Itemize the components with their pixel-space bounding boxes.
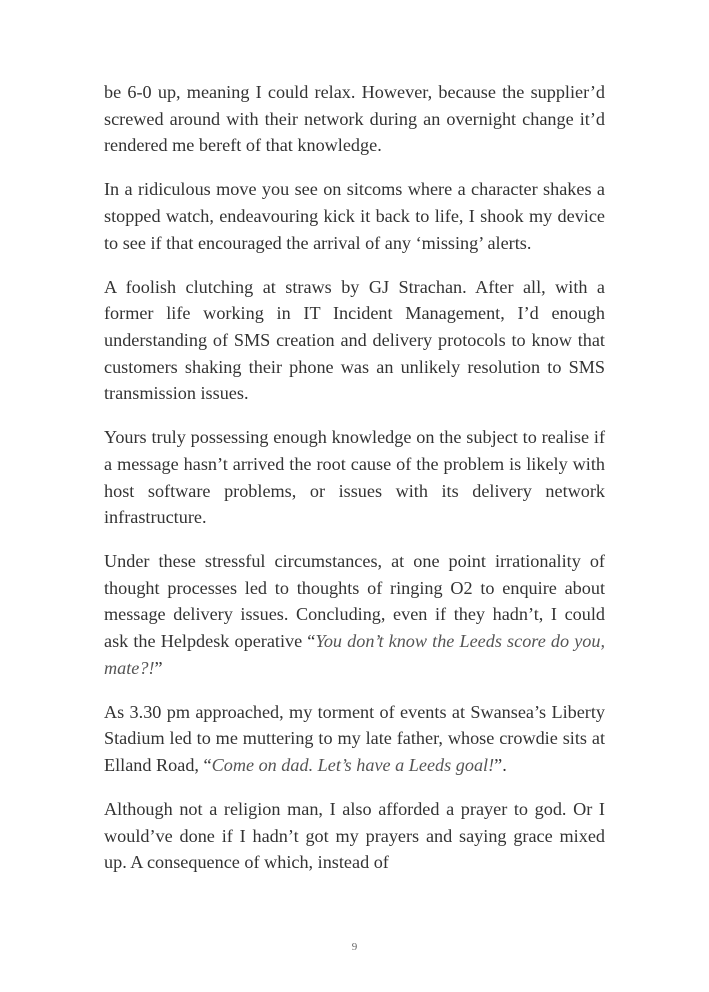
body-text xyxy=(104,79,605,894)
paragraph-5-closing: ” xyxy=(154,657,163,678)
paragraph-5-text: Under these stressful circumstances, at one point irrationality of thought processes led to thoughts of ringing O2 to enquire about message delivery issues. Concluding, even if they hadn’t, I could ask the Helpdesk operative “ xyxy=(104,551,605,652)
paragraph-6-italic-quote: Come on dad. Let’s have a Leeds goal! xyxy=(211,755,495,776)
paragraph-2 xyxy=(104,176,605,256)
paragraph-1-text: be 6-0 up, meaning I could relax. However, because the supplier’d screwed around with their network during an overnight change it’d rendered me bereft of that knowledge. xyxy=(104,82,605,156)
paragraph-6 xyxy=(104,699,605,779)
paragraph-6-text: As 3.30 pm approached, my torment of events at Swansea’s Liberty Stadium led to me muttering to my late father, whose crowdie sits at Elland Road, “ xyxy=(104,701,605,776)
paragraph-3 xyxy=(104,274,605,407)
paragraph-6-closing: ”. xyxy=(494,755,507,776)
paragraph-7 xyxy=(104,796,605,876)
paragraph-4-text: Yours truly possessing enough knowledge on the subject to realise if a message hasn’t arrived the root cause of the problem is likely with host software problems, or issues with its delivery network infrastructure. xyxy=(104,427,605,528)
page-number: 9 xyxy=(351,941,358,953)
paragraph-5-italic-quote: You don’t know the Leeds score do you, mate?! xyxy=(104,631,606,678)
paragraph-5 xyxy=(104,548,605,681)
paragraph-4 xyxy=(104,424,605,530)
paragraph-7-text: Although not a religion man, I also afforded a prayer to god. Or I would’ve done if I hadn’t got my prayers and saying grace mixed up. A consequence of which, instead of xyxy=(104,799,605,873)
paragraph-3-text: A foolish clutching at straws by GJ Strachan. After all, with a former life working in IT Incident Management, I’d enough understanding of SMS creation and delivery protocols to know that customers shaking their phone was an unlikely resolution to SMS transmission issues. xyxy=(104,276,605,404)
paragraph-2-text: In a ridiculous move you see on sitcoms where a character shakes a stopped watch, endeavouring kick it back to life, I shook my device to see if that encouraged the arrival of any ‘missing’ alerts. xyxy=(104,179,605,253)
paragraph-1 xyxy=(104,79,605,159)
